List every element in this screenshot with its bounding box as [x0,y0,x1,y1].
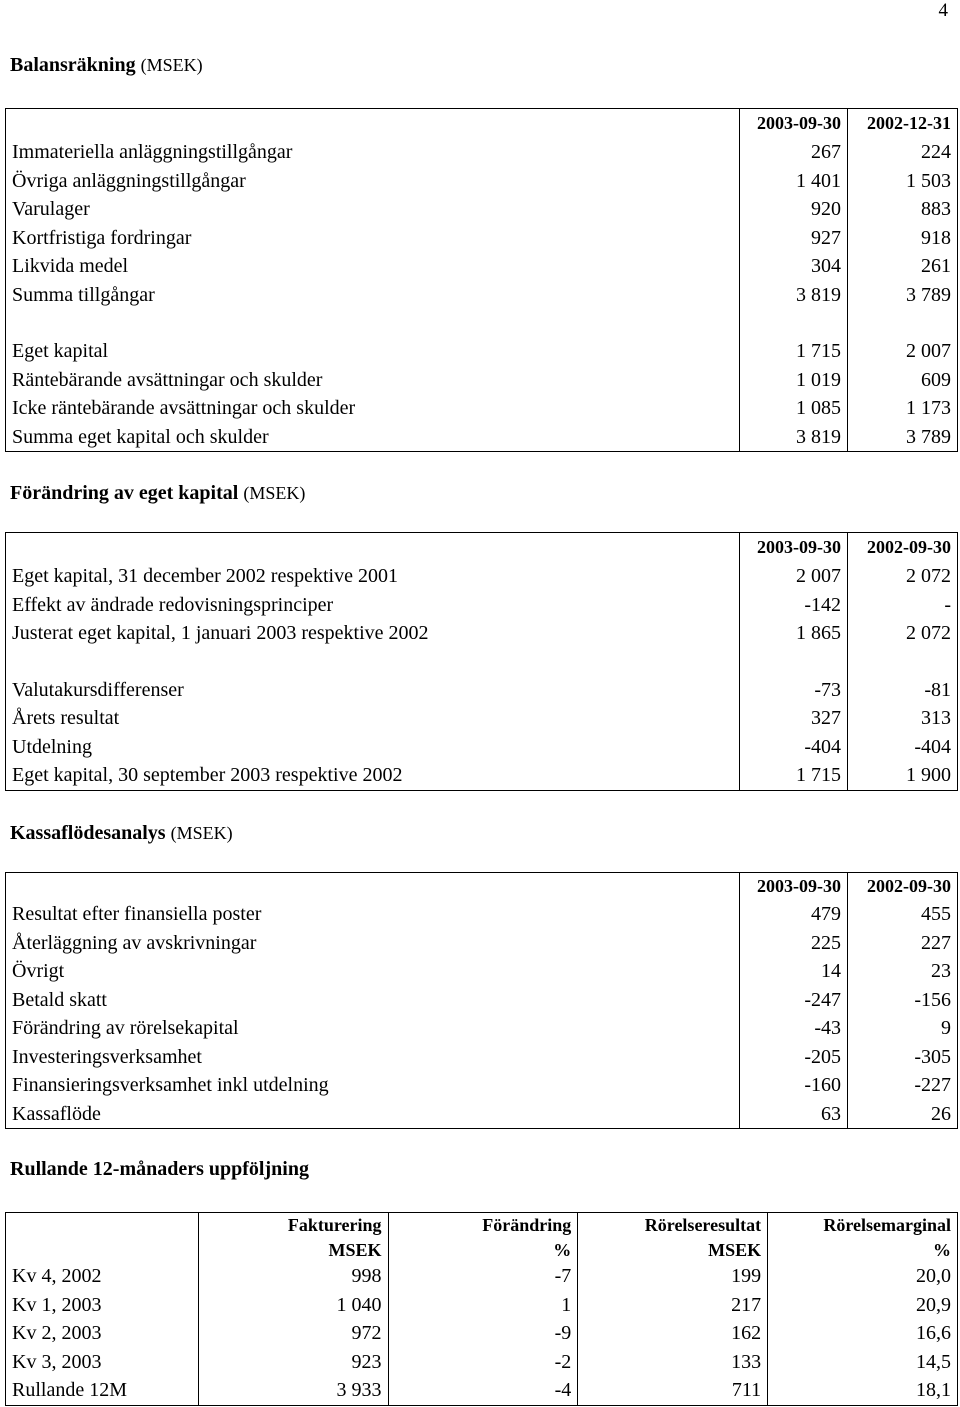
equity-row [6,591,958,620]
rolling-row-value-4: 20,0 [768,1263,958,1292]
equity-row-value-2: -404 [848,733,958,762]
cashflow-row-label: Resultat efter finansiella poster [12,903,262,926]
balance-row-value-2: 918 [848,224,958,253]
balance-heading [10,54,203,77]
balance-row-value-1: 3 819 [740,423,848,452]
equity-row-label: Valutakursdifferenser [12,678,184,701]
balance-row-value-1: 267 [740,139,848,168]
balance-row-value-1: 1 401 [740,167,848,196]
balance-row-value-1: 3 819 [740,281,848,310]
rolling-row-label: Rullande 12M [12,1379,127,1401]
balance-row-value-1: 1 085 [740,395,848,424]
balance-row-value-1: 920 [740,196,848,225]
rolling-header-3-line2: MSEK [578,1239,768,1263]
rolling-row-value-1: 923 [198,1348,388,1377]
equity-row-value-1: -142 [740,591,848,620]
equity-row-value-2: 1 900 [848,762,958,791]
cashflow-row-value-2: -156 [848,986,958,1015]
equity-title: Förändring av eget kapital [10,482,239,504]
equity-row [6,676,958,705]
equity-row-value-2: 2 072 [848,563,958,592]
equity-row-label: Eget kapital, 31 december 2002 respektive 2001 [12,565,398,588]
rolling-row-value-3: 217 [578,1291,768,1320]
balance-row [6,139,958,168]
rolling-row-value-3: 711 [578,1377,768,1406]
balance-row-label: Likvida medel [12,255,129,278]
rolling-row-value-2: -2 [388,1348,578,1377]
equity-row [6,762,958,791]
equity-unit: (MSEK) [243,483,306,503]
balance-row-label: Övriga anläggningstillgångar [12,169,246,192]
equity-row-value-1: -73 [740,676,848,705]
rolling-row-label: Kv 3, 2003 [12,1350,102,1373]
rolling-row-value-2: -9 [388,1320,578,1349]
cashflow-row-value-1: -160 [740,1072,848,1101]
equity-heading [10,482,305,505]
balance-row-value-2: 1 503 [848,167,958,196]
equity-row-label: Årets resultat [12,707,120,730]
rolling-header-1-line2: MSEK [198,1239,388,1263]
cashflow-row-value-2: 227 [848,929,958,958]
balance-row-value-2: 3 789 [848,281,958,310]
balance-row-value-2: 224 [848,139,958,168]
rolling-row-label: Kv 2, 2003 [12,1322,102,1345]
cashflow-row-value-2: 455 [848,901,958,930]
balance-row-value-2: 261 [848,253,958,282]
cashflow-row [6,1015,958,1044]
cashflow-row [6,986,958,1015]
balance-row [6,338,958,367]
cashflow-row [6,901,958,930]
rolling-row-value-1: 3 933 [198,1377,388,1406]
balance-row-label: Summa eget kapital och skulder [12,425,269,448]
rolling-header-4-line1: Rörelsemarginal [768,1213,958,1239]
balance-row-label: Icke räntebärande avsättningar och skulder [12,397,356,420]
rolling-header-1-line1: Fakturering [198,1213,388,1239]
cashflow-row [6,1043,958,1072]
cashflow-col2-header: 2002-09-30 [848,873,958,901]
balance-row [6,395,958,424]
cashflow-row [6,958,958,987]
cashflow-row-value-2: 26 [848,1100,958,1129]
balance-row-value-1: 1 715 [740,338,848,367]
balance-row [6,423,958,452]
balance-row [6,253,958,282]
equity-row-label: Justerat eget kapital, 1 januari 2003 respektive 2002 [12,622,429,645]
cashflow-row-value-1: -247 [740,986,848,1015]
cashflow-row-label: Förändring av rörelsekapital [12,1017,239,1040]
equity-row-value-2: 2 072 [848,620,958,649]
balance-row [6,196,958,225]
cashflow-unit: (MSEK) [170,823,233,843]
cashflow-row [6,1072,958,1101]
equity-row-value-2: -81 [848,676,958,705]
balance-row-value-1: 304 [740,253,848,282]
cashflow-row-label: Finansieringsverksamhet inkl utdelning [12,1074,329,1097]
rolling-row-value-1: 972 [198,1320,388,1349]
rolling-row-value-2: 1 [388,1291,578,1320]
rolling-row [6,1263,958,1292]
rolling-row-value-2: -4 [388,1377,578,1406]
balance-row-label: Varulager [12,198,90,221]
balance-row-value-2: 3 789 [848,423,958,452]
rolling-row [6,1348,958,1377]
rolling-row-label: Kv 1, 2003 [12,1293,102,1316]
rolling-row-label: Kv 4, 2002 [12,1265,102,1288]
rolling-row-value-2: -7 [388,1263,578,1292]
equity-row-label: Utdelning [12,735,92,758]
cashflow-row-value-1: 14 [740,958,848,987]
balance-col2-header: 2002-12-31 [848,109,958,139]
cashflow-row-value-2: 23 [848,958,958,987]
balance-row-value-1: 1 019 [740,366,848,395]
cashflow-row-value-1: -43 [740,1015,848,1044]
rolling-row-value-4: 20,9 [768,1291,958,1320]
balance-title: Balansräkning [10,54,136,76]
equity-row-label: Effekt av ändrade redovisningsprinciper [12,593,334,616]
rolling-row [6,1291,958,1320]
rolling-row-value-4: 18,1 [768,1377,958,1406]
rolling-header-3-line1: Rörelseresultat [578,1213,768,1239]
rolling-row-value-3: 199 [578,1263,768,1292]
balance-row-value-2: 1 173 [848,395,958,424]
cashflow-title: Kassaflödesanalys [10,822,166,844]
cashflow-row-value-1: 225 [740,929,848,958]
equity-row-value-1: 1 865 [740,620,848,649]
equity-row-value-2: 313 [848,705,958,734]
balance-row-label: Kortfristiga fordringar [12,226,192,249]
rolling-row-value-1: 1 040 [198,1291,388,1320]
equity-row [6,563,958,592]
cashflow-row-label: Återläggning av avskrivningar [12,931,257,954]
rolling-row-value-3: 162 [578,1320,768,1349]
cashflow-row-value-2: -227 [848,1072,958,1101]
rolling-header-4-line2: % [768,1239,958,1263]
equity-row-value-1: 2 007 [740,563,848,592]
rolling-row-value-1: 998 [198,1263,388,1292]
equity-row-value-2: - [848,591,958,620]
rolling-table [5,1212,958,1406]
equity-row-label: Eget kapital, 30 september 2003 respektive 2002 [12,764,403,786]
balance-row-value-2: 2 007 [848,338,958,367]
balance-table [5,108,958,452]
cashflow-row-value-2: -305 [848,1043,958,1072]
equity-row [6,620,958,649]
equity-col1-header: 2003-09-30 [740,533,848,563]
cashflow-row-label: Kassaflöde [12,1102,101,1125]
rolling-heading [10,1158,309,1181]
rolling-row [6,1377,958,1406]
balance-row [6,224,958,253]
balance-row-label: Summa tillgångar [12,283,155,306]
cashflow-row-value-1: 63 [740,1100,848,1129]
cashflow-row-label: Övrigt [12,960,65,983]
balance-unit: (MSEK) [140,55,203,75]
equity-row [6,705,958,734]
balance-row-label: Räntebärande avsättningar och skulder [12,368,323,391]
equity-table [5,532,958,791]
balance-row [6,167,958,196]
equity-row-value-1: -404 [740,733,848,762]
cashflow-row-label: Betald skatt [12,988,107,1011]
balance-row-value-1: 927 [740,224,848,253]
equity-row-value-1: 1 715 [740,762,848,791]
rolling-header-2-line2: % [388,1239,578,1263]
rolling-header-2-line1: Förändring [388,1213,578,1239]
cashflow-row [6,929,958,958]
rolling-title: Rullande 12-månaders uppföljning [10,1158,309,1180]
equity-row [6,733,958,762]
balance-row-value-2: 883 [848,196,958,225]
rolling-row-value-4: 14,5 [768,1348,958,1377]
cashflow-row-value-2: 9 [848,1015,958,1044]
balance-row [6,366,958,395]
spacer-row [6,648,958,676]
cashflow-col1-header: 2003-09-30 [740,873,848,901]
rolling-row-value-3: 133 [578,1348,768,1377]
balance-row [6,281,958,310]
balance-row-label: Immateriella anläggningstillgångar [12,141,293,164]
balance-col1-header: 2003-09-30 [740,109,848,139]
rolling-row [6,1320,958,1349]
equity-col2-header: 2002-09-30 [848,533,958,563]
balance-row-label: Eget kapital [12,340,109,363]
spacer-row [6,310,958,338]
equity-row-value-1: 327 [740,705,848,734]
balance-row-value-2: 609 [848,366,958,395]
rolling-row-value-4: 16,6 [768,1320,958,1349]
cashflow-table [5,872,958,1129]
cashflow-row-value-1: 479 [740,901,848,930]
cashflow-row-value-1: -205 [740,1043,848,1072]
cashflow-heading [10,822,233,845]
page-number: 4 [938,0,948,21]
cashflow-row-label: Investeringsverksamhet [12,1045,202,1068]
cashflow-row [6,1100,958,1129]
